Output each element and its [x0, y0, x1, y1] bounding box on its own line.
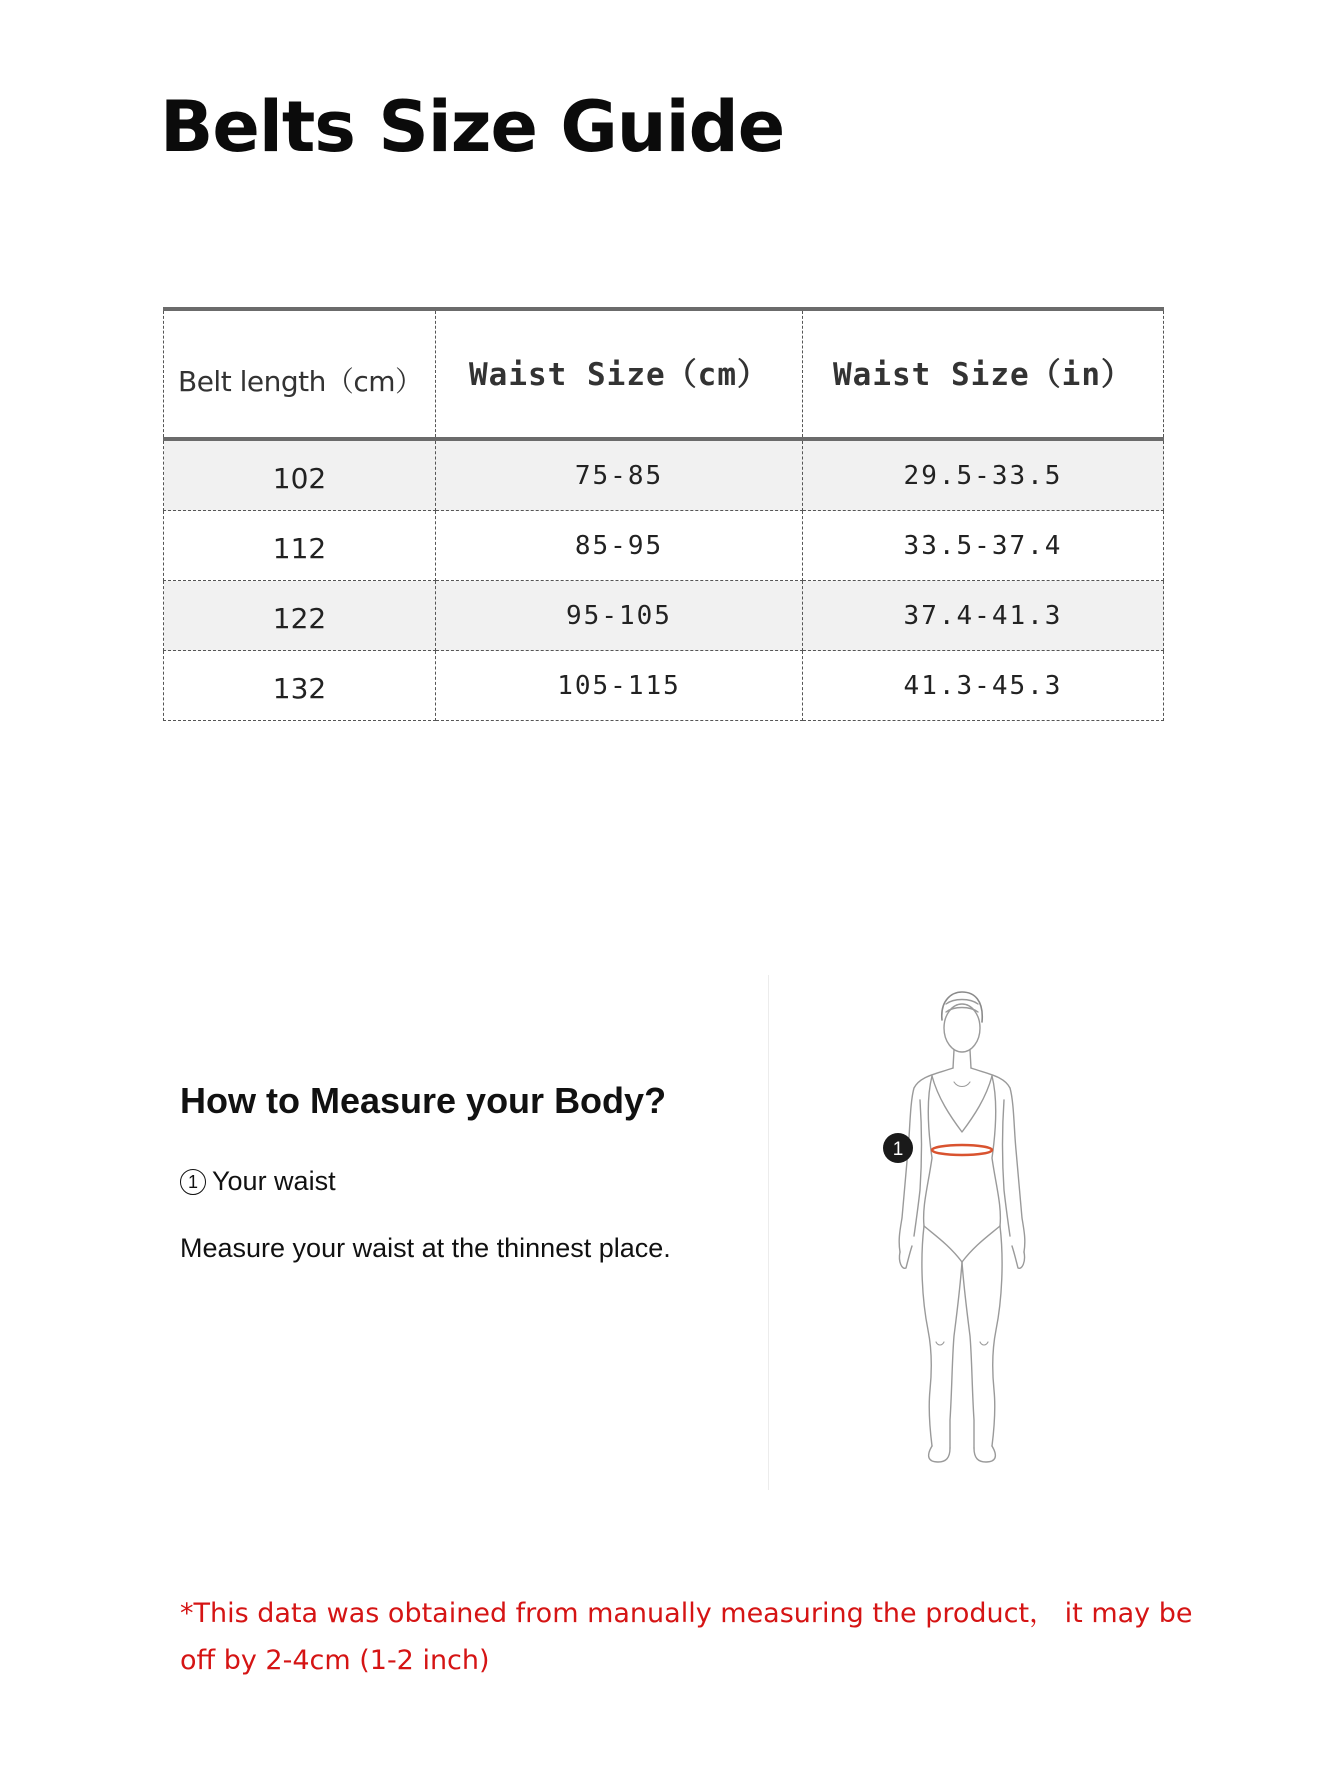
table-row: [164, 581, 1164, 651]
table-row: [164, 511, 1164, 581]
cell-waist-cm: 75-85: [436, 439, 803, 511]
step-label: Your waist: [212, 1166, 336, 1196]
cell-belt-length: 102: [164, 439, 436, 511]
step-waist: [180, 1166, 336, 1197]
table-row: [164, 651, 1164, 721]
cell-waist-in: 41.3-45.3: [803, 651, 1164, 721]
size-chart-table: [163, 307, 1164, 721]
body-figure-svg: [870, 990, 1050, 1480]
waist-marker-number: 1: [892, 1139, 904, 1160]
measure-instruction: Measure your waist at the thinnest place.: [180, 1233, 671, 1263]
page-title: Belts Size Guide: [160, 86, 785, 168]
cell-belt-length: 132: [164, 651, 436, 721]
cell-waist-cm: 95-105: [436, 581, 803, 651]
section-divider: [768, 975, 769, 1490]
cell-waist-in: 37.4-41.3: [803, 581, 1164, 651]
cell-waist-cm: 105-115: [436, 651, 803, 721]
waist-measure-line: [932, 1145, 992, 1155]
cell-waist-in: 33.5-37.4: [803, 511, 1164, 581]
body-figure-illustration: [870, 990, 1050, 1480]
cell-belt-length: 112: [164, 511, 436, 581]
step-number-badge: 1: [180, 1169, 206, 1195]
cell-waist-cm: 85-95: [436, 511, 803, 581]
cell-belt-length: 122: [164, 581, 436, 651]
measure-heading: How to Measure your Body?: [180, 1080, 667, 1121]
table-row: [164, 439, 1164, 511]
header-waist-size-in: Waist Size（in）: [803, 309, 1164, 439]
header-belt-length: Belt length（cm）: [164, 309, 436, 439]
cell-waist-in: 29.5-33.5: [803, 439, 1164, 511]
disclaimer-note: *This data was obtained from manually measuring the product， it may be off by 2-4cm (1-2 inch): [180, 1598, 1193, 1676]
table-header-row: [164, 309, 1164, 439]
header-waist-size-cm: Waist Size（cm）: [436, 309, 803, 439]
